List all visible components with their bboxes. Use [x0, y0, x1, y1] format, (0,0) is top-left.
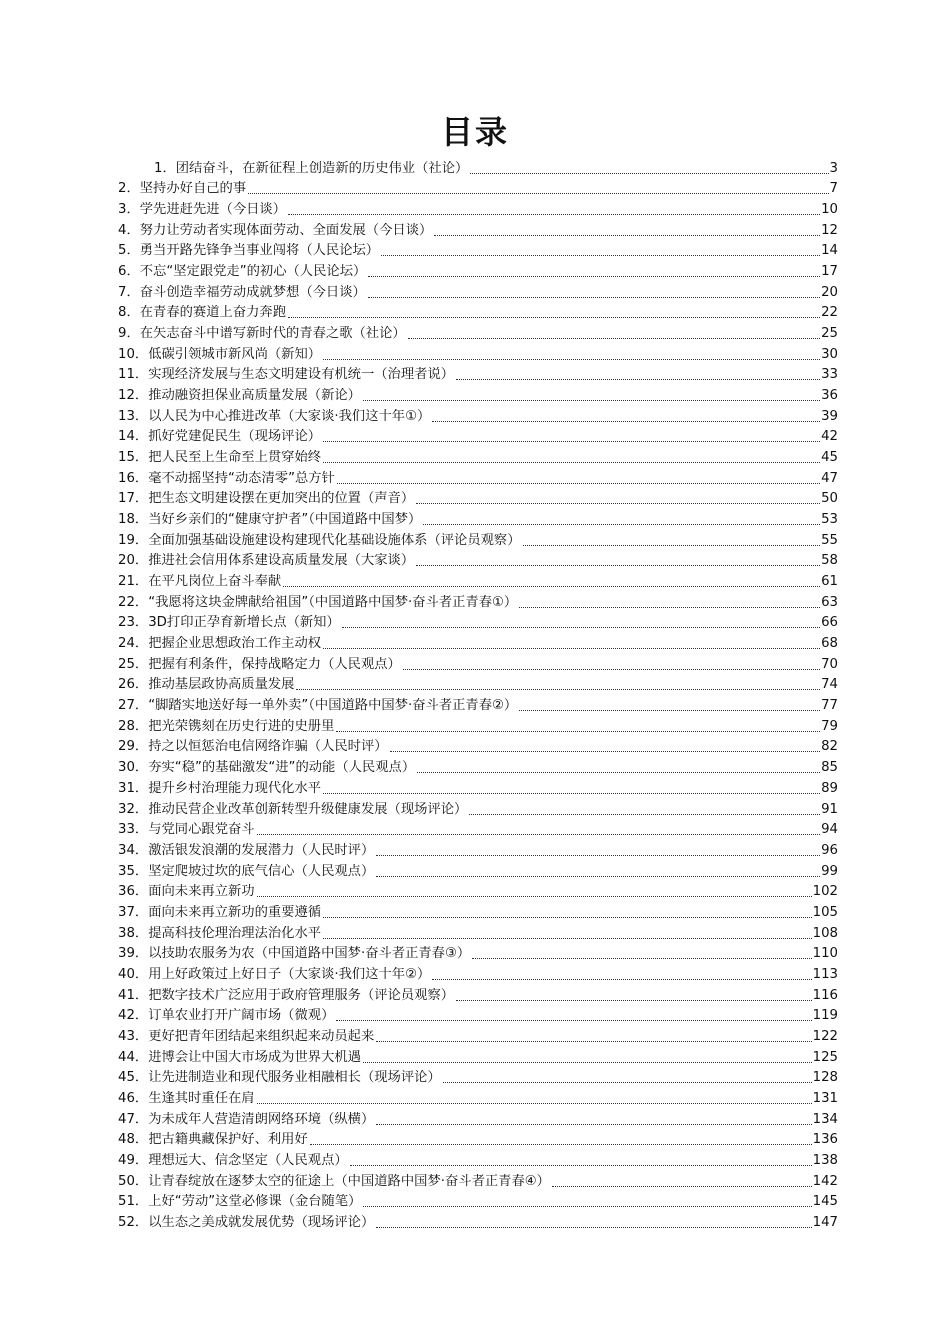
dot-leader [376, 1124, 811, 1125]
toc-entry[interactable] [118, 259, 838, 280]
toc-entry-title: 生逢其时重任在肩 [148, 1090, 255, 1106]
dot-leader [257, 1103, 812, 1104]
toc-entry[interactable] [118, 1210, 838, 1231]
dot-leader [432, 979, 811, 980]
dot-leader [523, 545, 821, 546]
toc-entry-page: 14 [821, 243, 838, 259]
toc-list [118, 156, 838, 1231]
toc-entry-title: 推进社会信用体系建设高质量发展（大家谈） [148, 553, 415, 569]
toc-entry-page: 39 [821, 408, 838, 424]
toc-entry-title: 把人民至上生命至上贯穿始终 [148, 450, 322, 466]
toc-entry-page: 70 [821, 656, 838, 672]
toc-entry-page: 36 [821, 388, 838, 404]
toc-entry-title: 努力让劳动者实现体面劳动、全面发展（今日谈） [139, 222, 433, 238]
dot-leader [470, 173, 828, 174]
toc-entry-title: 在青春的赛道上奋力奔跑 [139, 305, 287, 321]
toc-entry-number: 45． [118, 1070, 149, 1086]
dot-leader [323, 462, 820, 463]
toc-entry[interactable] [118, 673, 838, 694]
toc-entry-page: 63 [821, 594, 838, 610]
toc-entry-page: 105 [812, 904, 838, 920]
toc-entry[interactable] [118, 1066, 838, 1087]
toc-entry-page: 22 [821, 305, 838, 321]
toc-entry-page: 79 [821, 718, 838, 734]
toc-entry-title: 提高科技伦理治理法治化水平 [148, 925, 322, 941]
toc-entry-page: 96 [821, 842, 838, 858]
toc-entry[interactable] [118, 1086, 838, 1107]
toc-entry[interactable] [118, 383, 838, 404]
toc-entry-title: 把握有利条件，保持战略定力（人民观点） [148, 656, 401, 672]
dot-leader [432, 421, 820, 422]
toc-entry-number: 29． [118, 739, 149, 755]
toc-entry[interactable] [118, 1024, 838, 1045]
toc-entry-number: 3． [118, 202, 140, 218]
toc-entry-page: 25 [821, 326, 838, 342]
toc-entry-page: 89 [821, 780, 838, 796]
dot-leader [416, 565, 820, 566]
toc-entry[interactable] [118, 735, 838, 756]
toc-entry-page: 68 [821, 636, 838, 652]
dot-leader [337, 483, 820, 484]
toc-entry-page: 91 [821, 801, 838, 817]
toc-entry[interactable] [118, 1107, 838, 1128]
toc-entry-number: 22． [118, 594, 149, 610]
toc-entry-page: 53 [821, 512, 838, 528]
dot-leader [336, 731, 820, 732]
toc-entry-number: 28． [118, 718, 149, 734]
toc-entry-number: 38． [118, 925, 149, 941]
toc-entry-page: 12 [821, 222, 838, 238]
dot-leader [417, 772, 820, 773]
toc-entry-page: 142 [812, 1173, 838, 1189]
toc-entry-page: 7 [829, 181, 838, 197]
toc-entry[interactable] [118, 197, 838, 218]
toc-entry-number: 50． [118, 1173, 149, 1189]
dot-leader [323, 917, 812, 918]
toc-entry-number: 5． [118, 243, 140, 259]
toc-entry-title: 坚定爬坡过坎的底气信心（人民观点） [148, 863, 375, 879]
dot-leader [323, 441, 820, 442]
toc-entry[interactable] [118, 755, 838, 776]
dot-leader [469, 814, 820, 815]
toc-entry-number: 18． [118, 512, 149, 528]
toc-entry-title: 在平凡岗位上奋斗奉献 [148, 574, 282, 590]
dot-leader [310, 1144, 812, 1145]
toc-entry-title: “脚踏实地送好每一单外卖”（中国道路中国梦·奋斗者正青春②） [148, 698, 518, 714]
toc-entry-number: 46． [118, 1090, 149, 1106]
toc-entry[interactable] [118, 900, 838, 921]
toc-entry-page: 128 [812, 1070, 838, 1086]
toc-entry-title: 坚持办好自己的事 [139, 181, 247, 197]
toc-entry-title: 低碳引领城市新风尚（新知） [148, 346, 322, 362]
toc-entry-title: 把生态文明建设摆在更加突出的位置（声音） [148, 491, 415, 507]
dot-leader [519, 607, 820, 608]
toc-entry-title: “我愿将这块金牌献给祖国”（中国道路中国梦·奋斗者正青春①） [148, 594, 518, 610]
toc-entry[interactable] [118, 404, 838, 425]
toc-entry[interactable] [118, 239, 838, 260]
toc-entry[interactable] [118, 1045, 838, 1066]
toc-entry-number: 9． [118, 326, 140, 342]
toc-entry-page: 50 [821, 491, 838, 507]
toc-entry-page: 138 [812, 1152, 838, 1168]
toc-entry-page: 82 [821, 739, 838, 755]
toc-entry-number: 44． [118, 1049, 149, 1065]
toc-entry-title: 面向未来再立新功的重要遵循 [148, 904, 322, 920]
toc-entry-page: 33 [821, 367, 838, 383]
dot-leader [248, 193, 828, 194]
toc-entry-number: 42． [118, 1008, 149, 1024]
toc-entry-title: 毫不动摇坚持“动态清零”总方针 [148, 470, 335, 486]
toc-entry[interactable] [118, 797, 838, 818]
toc-entry[interactable] [118, 507, 838, 528]
toc-entry-title: 勇当开路先锋争当事业闯将（人民论坛） [139, 243, 380, 259]
toc-entry-page: 55 [821, 532, 838, 548]
toc-entry-number: 39． [118, 946, 149, 962]
dot-leader [323, 648, 820, 649]
dot-leader [376, 855, 820, 856]
dot-leader [257, 896, 812, 897]
toc-entry[interactable] [118, 859, 838, 880]
toc-entry-title: 让先进制造业和现代服务业相融相长（现场评论） [148, 1070, 441, 1086]
toc-entry-number: 36． [118, 884, 149, 900]
toc-entry-title: 实现经济发展与生态文明建设有机统一（治理者说） [148, 367, 455, 383]
toc-entry-page: 61 [821, 574, 838, 590]
toc-entry[interactable] [118, 1148, 838, 1169]
toc-entry-title: 订单农业打开广阔市场（微观） [148, 1008, 335, 1024]
toc-entry-page: 136 [812, 1132, 838, 1148]
dot-leader [350, 1165, 812, 1166]
toc-entry-page: 77 [821, 698, 838, 714]
toc-entry[interactable] [118, 652, 838, 673]
toc-entry-number: 32． [118, 801, 149, 817]
toc-entry-page: 20 [821, 284, 838, 300]
toc-entry-number: 2． [118, 181, 140, 197]
dot-leader [519, 710, 820, 711]
toc-entry[interactable] [118, 156, 838, 177]
toc-entry-title: 持之以恒惩治电信网络诈骗（人民时评） [148, 739, 388, 755]
toc-entry-title: 推动民营企业改革创新转型升级健康发展（现场评论） [148, 801, 468, 817]
toc-entry-page: 47 [821, 470, 838, 486]
toc-entry-number: 52． [118, 1214, 149, 1230]
toc-entry[interactable] [118, 838, 838, 859]
toc-entry-page: 119 [812, 1008, 838, 1024]
toc-entry-title: 用上好政策过上好日子（大家谈·我们这十年②） [148, 966, 431, 982]
toc-entry-number: 23． [118, 615, 149, 631]
dot-leader [323, 938, 812, 939]
dot-leader [363, 400, 820, 401]
toc-entry[interactable] [118, 363, 838, 384]
toc-entry-page: 145 [812, 1194, 838, 1210]
toc-entry-page: 147 [812, 1214, 838, 1230]
toc-entry-page: 3 [829, 160, 838, 176]
toc-entry-number: 8． [118, 305, 140, 321]
toc-entry[interactable] [118, 921, 838, 942]
toc-entry-page: 113 [812, 966, 838, 982]
toc-entry[interactable] [118, 693, 838, 714]
toc-entry-number: 12． [118, 388, 149, 404]
toc-entry-number: 51． [118, 1194, 149, 1210]
toc-entry-number: 34． [118, 842, 149, 858]
dot-leader [456, 1000, 812, 1001]
toc-entry-page: 131 [812, 1090, 838, 1106]
toc-entry-page: 66 [821, 615, 838, 631]
dot-leader [368, 276, 820, 277]
dot-leader [423, 524, 820, 525]
toc-entry[interactable] [118, 942, 838, 963]
dot-leader [416, 503, 820, 504]
toc-entry-number: 24． [118, 636, 149, 652]
toc-entry-number: 35． [118, 863, 149, 879]
toc-entry-title: 进博会让中国大市场成为世界大机遇 [148, 1049, 361, 1065]
toc-entry[interactable] [118, 1169, 838, 1190]
toc-entry[interactable] [118, 880, 838, 901]
dot-leader [552, 1186, 812, 1187]
toc-entry-number: 21． [118, 574, 149, 590]
toc-entry-title: 与党同心跟党奋斗 [148, 822, 255, 838]
toc-entry-title: 推动基层政协高质量发展 [148, 677, 295, 693]
toc-entry-page: 94 [821, 822, 838, 838]
dot-leader [443, 1082, 812, 1083]
toc-entry[interactable] [118, 983, 838, 1004]
toc-entry-title: 提升乡村治理能力现代化水平 [148, 780, 322, 796]
toc-entry-title: 更好把青年团结起来组织起来动员起来 [148, 1028, 375, 1044]
toc-entry[interactable] [118, 218, 838, 239]
toc-entry-number: 19． [118, 532, 149, 548]
toc-entry[interactable] [118, 631, 838, 652]
toc-entry[interactable] [118, 549, 838, 570]
dot-leader [408, 338, 820, 339]
toc-title: 目录 [440, 113, 509, 151]
toc-entry-number: 4． [118, 222, 140, 238]
toc-entry-number: 47． [118, 1111, 149, 1127]
toc-entry-number: 17． [118, 491, 149, 507]
dot-leader [376, 1041, 811, 1042]
toc-entry-page: 122 [812, 1028, 838, 1044]
toc-entry-title: 当好乡亲们的“健康守护者”（中国道路中国梦） [148, 512, 422, 528]
dot-leader [257, 834, 820, 835]
toc-entry-page: 42 [821, 429, 838, 445]
toc-entry[interactable] [118, 425, 838, 446]
toc-entry[interactable] [118, 776, 838, 797]
toc-entry-title: 全面加强基础设施建设构建现代化基础设施体系（评论员观察） [148, 532, 521, 548]
toc-entry-number: 37． [118, 904, 149, 920]
toc-entry-title: 以技助农服务为农（中国道路中国梦·奋斗者正青春③） [148, 946, 471, 962]
toc-entry-page: 10 [821, 202, 838, 218]
toc-entry-title: 夯实“稳”的基础激发“进”的动能（人民观点） [148, 760, 416, 776]
dot-leader [376, 876, 820, 877]
dot-leader [323, 359, 820, 360]
toc-entry[interactable] [118, 611, 838, 632]
dot-leader [381, 255, 820, 256]
toc-entry[interactable] [118, 487, 838, 508]
toc-entry-title: 团结奋斗，在新征程上创造新的历史伟业（社论） [175, 160, 469, 176]
toc-entry-number: 13． [118, 408, 149, 424]
toc-entry-page: 110 [812, 946, 838, 962]
toc-entry-title: 以人民为中心推进改革（大家谈·我们这十年①） [148, 408, 431, 424]
toc-entry[interactable] [118, 466, 838, 487]
toc-entry-page: 17 [821, 264, 838, 280]
toc-entry[interactable] [118, 280, 838, 301]
toc-entry-number: 41． [118, 987, 149, 1003]
toc-entry-number: 49． [118, 1152, 149, 1168]
toc-entry-number: 31． [118, 780, 149, 796]
dot-leader [342, 627, 820, 628]
toc-entry-number: 27． [118, 698, 149, 714]
toc-entry-page: 108 [812, 925, 838, 941]
dot-leader [363, 1206, 811, 1207]
toc-entry-title: 奋斗创造幸福劳动成就梦想（今日谈） [139, 284, 366, 300]
toc-entry-number: 11． [118, 367, 149, 383]
dot-leader [390, 751, 821, 752]
toc-entry-title: 把光荣镌刻在历史行进的史册里 [148, 718, 335, 734]
toc-entry-title: 为未成年人营造清朗网络环境（纵横） [148, 1111, 375, 1127]
toc-entry-number: 25． [118, 656, 149, 672]
toc-entry-number: 30． [118, 760, 149, 776]
toc-entry[interactable] [118, 177, 838, 198]
dot-leader [368, 297, 820, 298]
dot-leader [376, 1227, 811, 1228]
toc-entry[interactable] [118, 569, 838, 590]
toc-entry-page: 102 [812, 884, 838, 900]
toc-entry-page: 58 [821, 553, 838, 569]
dot-leader [296, 689, 820, 690]
dot-leader [363, 1062, 812, 1063]
toc-entry-page: 45 [821, 450, 838, 466]
toc-entry[interactable] [118, 445, 838, 466]
toc-entry-title: 抓好党建促民生（现场评论） [148, 429, 322, 445]
toc-entry-page: 30 [821, 346, 838, 362]
dot-leader [288, 214, 820, 215]
toc-entry[interactable] [118, 528, 838, 549]
dot-leader [336, 1020, 811, 1021]
toc-entry-title: 激活银发浪潮的发展潜力（人民时评） [148, 842, 375, 858]
toc-entry[interactable] [118, 714, 838, 735]
toc-entry[interactable] [118, 1128, 838, 1149]
toc-entry-page: 134 [812, 1111, 838, 1127]
toc-entry-title: 把握企业思想政治工作主动权 [148, 636, 322, 652]
toc-entry-page: 125 [812, 1049, 838, 1065]
toc-entry[interactable] [118, 590, 838, 611]
toc-entry-number: 26． [118, 677, 149, 693]
dot-leader [456, 379, 820, 380]
toc-entry-number: 1． [154, 160, 176, 176]
toc-entry[interactable] [118, 301, 838, 322]
toc-entry-number: 15． [118, 450, 149, 466]
dot-leader [283, 586, 820, 587]
dot-leader [288, 317, 820, 318]
toc-entry-number: 48． [118, 1132, 149, 1148]
toc-entry-number: 20． [118, 553, 149, 569]
toc-entry-page: 99 [821, 863, 838, 879]
toc-entry-title: 3D打印正孕育新增长点（新知） [148, 615, 340, 631]
toc-entry-number: 33． [118, 822, 149, 838]
toc-entry[interactable] [118, 342, 838, 363]
toc-entry-title: 推动融资担保业高质量发展（新论） [148, 388, 361, 404]
toc-entry-page: 74 [821, 677, 838, 693]
toc-entry-title: 让青春绽放在逐梦太空的征途上（中国道路中国梦·奋斗者正青春④） [148, 1173, 550, 1189]
dot-leader [403, 669, 820, 670]
toc-entry-number: 7． [118, 284, 140, 300]
toc-entry-page: 85 [821, 760, 838, 776]
toc-entry-title: 理想远大、信念坚定（人民观点） [148, 1152, 348, 1168]
toc-entry[interactable] [118, 1190, 838, 1211]
toc-entry-title: 把数字技术广泛应用于政府管理服务（评论员观察） [148, 987, 455, 1003]
dot-leader [472, 958, 811, 959]
toc-entry-number: 14． [118, 429, 149, 445]
toc-entry-number: 6． [118, 264, 140, 280]
dot-leader [323, 793, 820, 794]
toc-entry[interactable] [118, 818, 838, 839]
toc-entry[interactable] [118, 962, 838, 983]
toc-entry-number: 10． [118, 346, 149, 362]
toc-entry-page: 116 [812, 987, 838, 1003]
toc-entry-title: 上好“劳动”这堂必修课（金台随笔） [148, 1194, 362, 1210]
toc-entry-title: 在矢志奋斗中谱写新时代的青春之歌（社论） [139, 326, 406, 342]
toc-entry[interactable] [118, 1004, 838, 1025]
toc-entry-number: 16． [118, 470, 149, 486]
toc-entry-title: 学先进赶先进（今日谈） [139, 202, 287, 218]
toc-entry-title: 面向未来再立新功 [148, 884, 255, 900]
toc-entry-title: 把古籍典藏保护好、利用好 [148, 1132, 308, 1148]
toc-entry-title: 不忘“坚定跟党走”的初心（人民论坛） [139, 264, 367, 280]
dot-leader [434, 235, 820, 236]
toc-entry-number: 43． [118, 1028, 149, 1044]
toc-entry-number: 40． [118, 966, 149, 982]
toc-entry-title: 以生态之美成就发展优势（现场评论） [148, 1214, 375, 1230]
toc-entry[interactable] [118, 321, 838, 342]
